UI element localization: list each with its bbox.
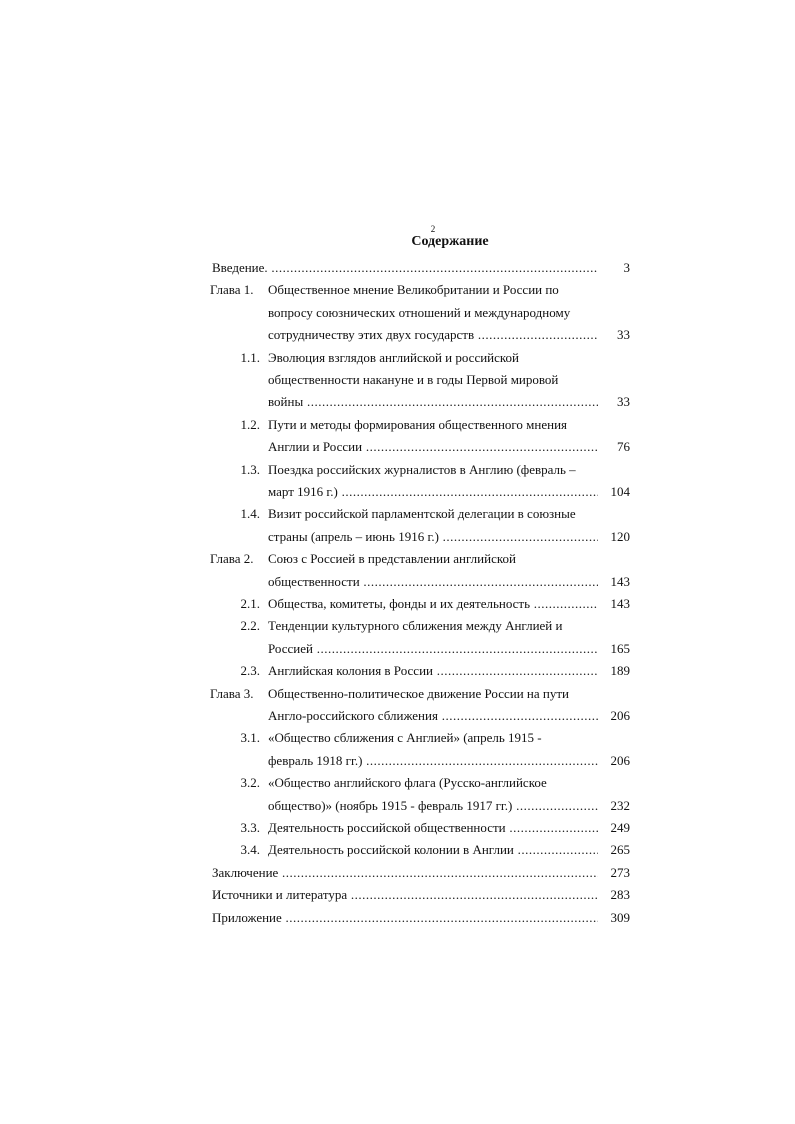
toc-entry-line <box>0 795 795 817</box>
toc-page-ref: 309 <box>610 909 630 925</box>
section-number: 2.1. <box>240 596 260 611</box>
toc-entry-text: Россией ..... <box>268 638 598 660</box>
toc-entry-line <box>0 862 795 884</box>
toc-entry-line <box>0 369 795 391</box>
toc-entry-text: Деятельность российской общественности ..... <box>268 817 598 839</box>
toc-entry-text: вопросу союзнических отношений и международному <box>268 304 571 320</box>
toc-page-ref: 232 <box>610 797 630 813</box>
toc-entry-line <box>0 727 795 749</box>
toc-page-ref: 206 <box>610 708 630 723</box>
toc-entry-line <box>0 705 795 727</box>
toc-entry-line <box>0 436 795 458</box>
chapter-label: Глава 3. <box>210 685 254 701</box>
toc-page-ref: 33 <box>617 394 630 410</box>
toc-page-ref: 249 <box>610 820 630 835</box>
section-number: 1.2. <box>240 416 260 432</box>
toc-entry-line <box>0 660 795 682</box>
toc-page-ref: 283 <box>610 887 630 903</box>
toc-page-ref: 143 <box>610 573 630 589</box>
toc-entry-text: общество)» (ноябрь 1915 - февраль 1917 гг.) ..... <box>268 795 598 817</box>
section-number: 1.3. <box>240 461 260 477</box>
toc-page-ref: 265 <box>610 842 630 858</box>
toc-entry-line <box>0 481 795 503</box>
page-number: 2 <box>430 224 436 234</box>
section-number: 1.4. <box>240 506 260 522</box>
toc-entry-line <box>0 414 795 436</box>
toc-page-ref: 165 <box>610 640 630 656</box>
toc-entry-line <box>0 772 795 794</box>
section-number: 3.3. <box>240 820 260 835</box>
chapter-label: Глава 2. <box>210 551 254 567</box>
toc-entry-line <box>0 839 795 861</box>
toc-title: Содержание <box>411 234 489 249</box>
toc-entry-text: Эволюция взглядов английской и российской <box>268 349 520 365</box>
toc-entry-line <box>0 593 795 615</box>
toc-entry-text: общественности ..... <box>268 571 598 593</box>
toc-entry-line <box>0 571 795 593</box>
toc-page-ref: 104 <box>610 484 630 499</box>
toc-entry-text: Приложение ..... <box>212 907 598 929</box>
toc-entry-line <box>0 884 795 906</box>
toc-page-ref: 33 <box>617 327 630 343</box>
toc-entry-line <box>0 615 795 637</box>
toc-entry-text: Английская колония в России ..... <box>268 660 598 682</box>
toc-entry-line <box>0 324 795 346</box>
toc-entry-text: Англо-российского сближения ..... <box>268 705 598 727</box>
section-number: 2.3. <box>240 663 260 679</box>
toc-entry-line <box>0 391 795 413</box>
toc-entry-line <box>0 683 795 705</box>
toc-entry-text: Общественное мнение Великобритании и России по <box>268 282 559 298</box>
toc-page-ref: 143 <box>610 596 630 611</box>
toc-page-ref: 206 <box>610 752 630 768</box>
toc-entry-line <box>0 459 795 481</box>
toc-entry-line <box>0 638 795 660</box>
toc-entry-line <box>0 302 795 324</box>
toc-entry-text: общественности накануне и в годы Первой мировой <box>268 372 559 387</box>
toc-entry-text: «Общество английского флага (Русско-английское <box>268 775 547 791</box>
toc-page-ref: 3 <box>623 260 630 275</box>
toc-entry-line <box>0 279 795 301</box>
toc-entry-text: Англии и России ..... <box>268 436 598 458</box>
toc-entry-text: войны ..... <box>268 391 598 413</box>
toc-entry-text: Союз с Россией в представлении английской <box>268 551 516 567</box>
toc-entry-line <box>0 548 795 570</box>
toc-entry-text: Общественно-политическое движение России на пути <box>268 685 569 701</box>
toc-entry-line <box>0 347 795 369</box>
toc-entry-line <box>0 257 795 279</box>
section-number: 3.4. <box>240 842 260 858</box>
toc-entry-text: февраль 1918 гг.) ..... <box>268 750 598 772</box>
section-number: 2.2. <box>240 618 260 634</box>
section-number: 3.2. <box>240 775 260 791</box>
toc-entry-line <box>0 817 795 839</box>
toc-entry-text: Визит российской парламентской делегации в союзные <box>268 506 576 522</box>
toc-entry-text: сотрудничеству этих двух государств ..... <box>268 324 598 346</box>
toc-entry-text: страны (апрель – июнь 1916 г.) ..... <box>268 526 598 548</box>
toc-entry-line <box>0 503 795 525</box>
toc-entry-text: Источники и литература ..... <box>212 884 598 906</box>
toc-entry-line <box>0 750 795 772</box>
toc-entry-line <box>0 526 795 548</box>
toc-page-ref: 189 <box>610 663 630 679</box>
toc-entry-line <box>0 907 795 929</box>
chapter-label: Глава 1. <box>210 282 254 298</box>
toc-entry-text: март 1916 г.) ..... <box>268 481 598 503</box>
toc-page-ref: 76 <box>617 439 630 455</box>
toc-entry-text: Поездка российских журналистов в Англию (февраль – <box>268 461 576 477</box>
section-number: 3.1. <box>240 730 260 746</box>
toc-entry-text: Заключение ..... <box>212 862 598 884</box>
toc-page-ref: 120 <box>610 528 630 544</box>
toc-entry-text: Общества, комитеты, фонды и их деятельность ..... <box>268 593 598 615</box>
toc-entry-text: Пути и методы формирования общественного мнения <box>268 416 568 432</box>
toc-page-ref: 273 <box>610 864 630 880</box>
toc-entry-text: Деятельность российской колонии в Англии ..... <box>268 839 598 861</box>
toc-entry-text: «Общество сближения с Англией» (апрель 1915 - <box>268 730 542 746</box>
toc-entry-text: Тенденции культурного сближения между Англией и <box>268 618 563 634</box>
section-number: 1.1. <box>240 349 260 365</box>
toc-entry-text: Введение. ..... <box>212 257 598 279</box>
